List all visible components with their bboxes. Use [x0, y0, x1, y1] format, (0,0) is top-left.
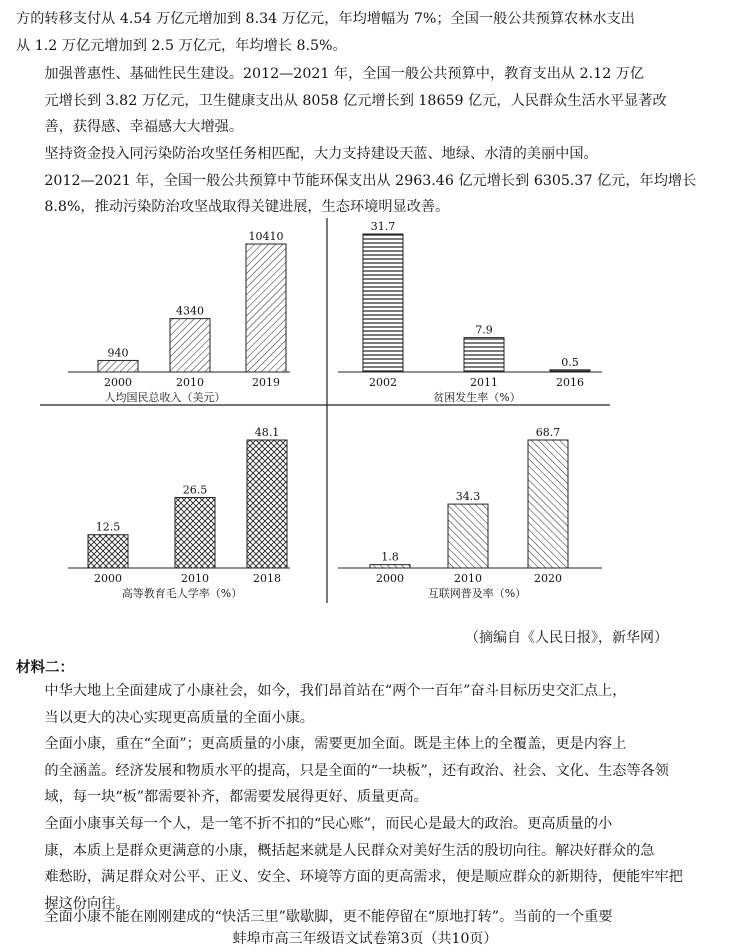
chart-bar: [175, 497, 215, 568]
text-line: 域，每一块“板”都需要补齐，都需要发展得更好、质量更高。: [44, 789, 428, 806]
category-label: 2018: [253, 572, 281, 585]
text-line: 握这份向往。: [44, 895, 130, 912]
paragraph-xiaokang-intro: [16, 678, 716, 731]
bar-value-label: 12.5: [95, 520, 121, 534]
bar-value-label: 940: [107, 346, 129, 360]
text-line: 全面小康不能在刚刚建成的“快活三里”歇歇脚，更不能停留在“原地打转”。当前的一个重要: [44, 909, 613, 925]
chart-bar: [98, 360, 138, 372]
category-label: 2019: [252, 376, 280, 389]
page-footer: 蚌埠市高三年级语文试卷第3页（共10页）: [232, 931, 498, 947]
category-label: 2000: [376, 572, 404, 585]
chart-bar: [528, 440, 568, 568]
chart-panel: [338, 220, 602, 404]
bar-value-label: 31.7: [370, 220, 396, 233]
text-line: 的全涵盖。经济发展和物质水平的提高，只是全面的“一块板”，还有政治、社会、文化、生态等各领: [44, 762, 669, 779]
chart-title: 人均国民总收入（美元）: [104, 391, 226, 404]
paragraph-xiaokang-next: [16, 904, 716, 931]
text-line: 坚持资金投入同污染防治攻坚任务相匹配，大力支持建设天蓝、地绿、水清的美丽中国。: [44, 146, 598, 162]
text-line: 全面小康，重在“全面”；更高质量的小康，需要更加全面。既是主体上的全覆盖，更是内容上: [44, 736, 627, 752]
chart-bar: [370, 565, 410, 568]
paragraph-environment: [16, 141, 716, 221]
text-line: 8.8%，推动污染防治攻坚战取得关键进展，生态环境明显改善。: [44, 199, 450, 216]
text-line: 方的转移支付从 4.54 万亿元增加到 8.34 万亿元，年均增幅为 7%；全国一般公共预算农林水支出: [16, 11, 635, 27]
source-citation: （摘编自《人民日报》，新华网）: [465, 630, 668, 646]
bar-value-label: 0.5: [561, 355, 579, 369]
text-line: 当以更大的决心实现更高质量的全面小康。: [44, 709, 314, 726]
bar-value-label: 1.8: [381, 550, 399, 564]
category-label: 2002: [369, 376, 397, 389]
text-line: 元增长到 3.82 万亿元，卫生健康支出从 8058 亿元增长到 18659 亿元，人民群众生活水平显著改: [44, 92, 667, 109]
chart-bar: [550, 370, 590, 372]
text-line: 康，本质上是群众更满意的小康，概括起来就是人民群众对美好生活的殷切向往。解决好群众的急: [44, 842, 655, 859]
text-line: 全面小康事关每一个人，是一笔不折不扣的“民心账”，而民心是最大的政治。更高质量的小: [44, 816, 613, 832]
text-line: 难愁盼，满足群众对公平、正义、安全、环境等方面的更高需求，便是顺应群众的新期待，便能牢牢把: [44, 869, 683, 886]
bar-value-label: 10410: [248, 230, 284, 243]
paragraph-xiaokang-comprehensive: [16, 731, 716, 811]
category-label: 2010: [176, 376, 204, 389]
chart-bar: [88, 535, 128, 568]
category-label: 2000: [94, 572, 122, 585]
text-line: 2012—2021 年，全国一般公共预算中节能环保支出从 2963.46 亿元增长到 6305.37 亿元，年均增长: [44, 172, 697, 189]
bar-value-label: 7.9: [475, 323, 493, 337]
text-line: 中华大地上全面建成了小康社会，如今，我们昂首站在“两个一百年”奋斗目标历史交汇点上，: [44, 683, 627, 699]
chart-bar: [170, 319, 210, 372]
chart-panel: [68, 426, 290, 600]
paragraph-xiaokang-people: [16, 811, 716, 917]
chart-bar: [247, 440, 287, 568]
chart-title: 贫困发生率（%）: [433, 391, 521, 404]
category-label: 2010: [454, 572, 482, 585]
bar-value-label: 34.3: [455, 490, 481, 504]
category-label: 2000: [104, 376, 132, 389]
chart-bar: [464, 338, 504, 372]
chart-panel: [338, 426, 602, 600]
text-line: 加强普惠性、基础性民生建设。2012—2021 年，全国一般公共预算中，教育支出从 2.12 万亿: [44, 66, 645, 82]
text-line: 从 1.2 万亿元增加到 2.5 万亿元，年均增长 8.5%。: [16, 37, 347, 54]
category-label: 2020: [534, 572, 562, 585]
chart-title: 互联网普及率（%）: [427, 587, 527, 600]
chart-title: 高等教育毛人学率（%）: [121, 587, 243, 600]
chart-bar: [448, 504, 488, 568]
bar-value-label: 4340: [176, 304, 204, 318]
bar-value-label: 26.5: [182, 483, 208, 497]
text-line: 善，获得感、幸福感大大增强。: [44, 119, 244, 136]
chart-bar: [246, 244, 286, 372]
category-label: 2016: [556, 376, 584, 389]
chart-bar: [363, 234, 403, 372]
paragraph-livelihood: [16, 61, 716, 141]
bar-value-label: 68.7: [535, 426, 561, 439]
category-label: 2011: [470, 376, 498, 389]
category-label: 2010: [181, 572, 209, 585]
bar-value-label: 48.1: [254, 426, 280, 439]
bar-charts-figure: [40, 218, 630, 610]
section-heading: 材料二：: [16, 659, 74, 676]
paragraph-transfer-payments: [16, 6, 716, 59]
chart-panel: [68, 230, 290, 404]
